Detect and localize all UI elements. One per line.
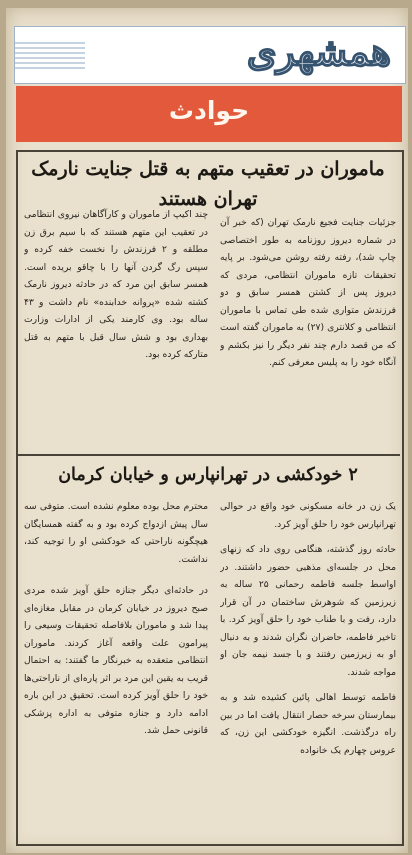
article2-left-paragraph-2: در حادثه‌ای دیگر جنازه حلق آویز شده مردی صبح دیروز در خیابان کرمان در مقابل مغازه‌ای پیدا شد و ماموران بلافاصله تحقیقات وسیعی را پیرامون علت واقعه آغاز کردند. ماموران انتظامی متعقده به خبرنگار ما گفتند: به احتمال قریب به یقین این مرد بر اثر پاره‌ای از ناراحتی‌ها خود را حلق آویز کرده است. تحقیق در این باره ادامه دارد و جنازه متوفی به اداره پزشکی قانونی حمل شد. xyxy=(24,585,208,736)
article1-right-paragraph: جزئیات جنایت فجیع نارمک تهران (که خبر آن در شماره دیروز روزنامه به طور اختصاصی چاپ شد)، رفته رفته روشن می‌شود. بر پایه تحقیقات تازه ماموران انتظامی، مردی که دیروز پس از کشتن همسر سابق و دو فرزندش متواری شده طی تماس با ماموران انتظامی و کلانتری (۲۷) به ماموران گفته است که من قصد دارم چند نفر دیگر را نیز بکشم و آنگاه خود را به پلیس معرفی کنم. xyxy=(220,217,396,368)
article2-left-column xyxy=(24,498,208,850)
article1-left-paragraph: چند اکیپ از ماموران و کارآگاهان نیروی انتظامی در تعقیب این متهم هستند که با سیم برق زن مطلقه و ۲ فرزندش را نخست خفه کرده و سپس رگ گردن آنها را با چاقو بریده است. همسر سابق این مرد که در حادثه دیروز نارمک کشته شده «پروانه خدابنده» نام داشت و ۴۳ ساله بود. وی کارمند یکی از ادارات وزارت بهداری بود و شش سال قبل با متهم به قتل متارکه کرده بود. xyxy=(24,209,208,360)
article1-right-column xyxy=(220,214,396,456)
newspaper-page xyxy=(6,8,408,853)
article2-right-paragraph-2: حادثه روز گذشته، هنگامی روی داد که زنهای محل در جلسه‌ای مذهبی حضور داشتند. در اواسط جلسه فاطمه رحمانی ۲۵ ساله به زیرزمین که شوهرش ساختمان در آن قرار دارد، رفت و با طناب خود را حلق آویز کرد. با تاخیر فاطمه، حاضران نگران شدند و به دنبال او به زیرزمین رفتند و با جسد نیمه جان او مواجه شدند. xyxy=(220,544,396,678)
article2-right-column xyxy=(220,498,396,850)
article2-headline: ۲ خودکشی در تهرانپارس و خیابان کرمان xyxy=(58,465,358,485)
article-divider xyxy=(18,454,400,456)
article1-left-column xyxy=(24,206,208,450)
article2-left-paragraph-1: محترم محل بوده معلوم نشده است. متوفی سه سال پیش ازدواج کرده بود و به گفته همسایگان هیچگونه ناراحتی که خودکشی او را توجیه کند، نداشت. xyxy=(24,501,208,565)
article2-right-paragraph-1: یک زن در خانه مسکونی خود واقع در حوالی تهرانپارس خود را حلق آویز کرد. xyxy=(220,501,396,530)
masthead-stripes xyxy=(15,39,85,69)
article2-right-paragraph-3: فاطمه توسط اهالی پائین کشیده شد و به بیمارستان سرخه حصار انتقال یافت اما در بین راه درگذشت. انگیزه خودکشی این زن، که عروس چهارم یک خانواده xyxy=(220,692,396,756)
article1-headline: ماموران در تعقیب متهم به قتل جنایت نارمک تهران هستند xyxy=(31,158,385,210)
masthead xyxy=(14,26,406,84)
section-header xyxy=(16,86,402,142)
masthead-logo: همشهری xyxy=(246,29,391,74)
section-title: حوادث xyxy=(168,96,250,125)
